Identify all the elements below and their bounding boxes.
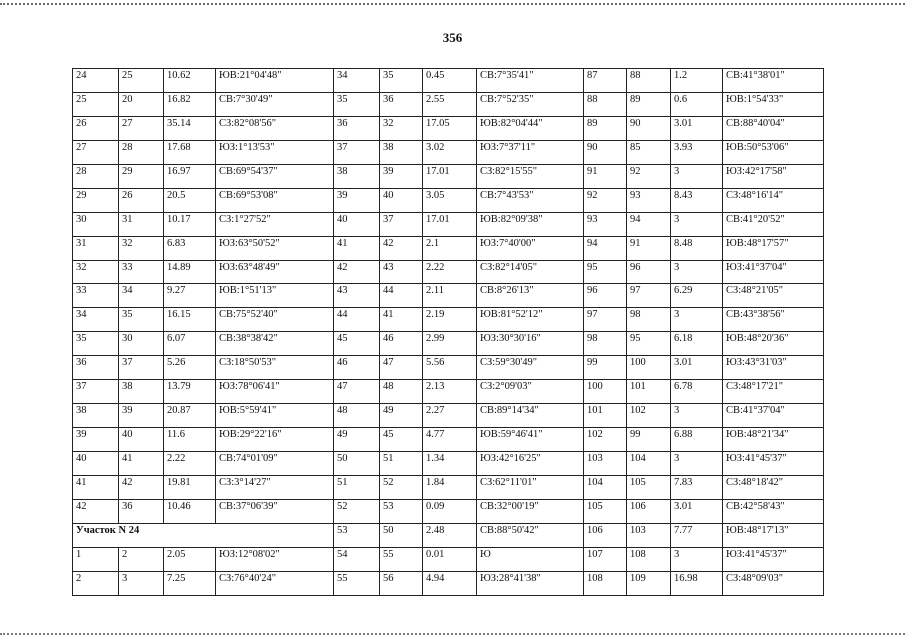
- table-cell: СВ:37°06'39": [216, 499, 334, 523]
- table-cell: 35: [334, 92, 380, 116]
- table-cell: 88: [627, 69, 671, 93]
- table-cell: 16.15: [164, 308, 216, 332]
- table-cell: ЮВ:21°04'48": [216, 69, 334, 93]
- table-cell: 6.78: [671, 380, 723, 404]
- table-cell: 56: [380, 571, 423, 595]
- table-cell: 39: [334, 188, 380, 212]
- table-cell: СЗ:1°27'52": [216, 212, 334, 236]
- table-cell: ЮЗ:30°30'16": [477, 332, 584, 356]
- table-cell: ЮЗ:63°48'49": [216, 260, 334, 284]
- table-cell: СЗ:48°16'14": [723, 188, 824, 212]
- table-cell: 30: [73, 212, 119, 236]
- table-cell: ЮЗ:42°16'25": [477, 452, 584, 476]
- table-cell: 108: [627, 547, 671, 571]
- table-row: [73, 308, 824, 332]
- table-cell: СВ:43°38'56": [723, 308, 824, 332]
- table-cell: 8.43: [671, 188, 723, 212]
- table-cell: 9.27: [164, 284, 216, 308]
- table-cell: 42: [73, 499, 119, 523]
- table-cell: 35: [73, 332, 119, 356]
- table-cell: 51: [380, 452, 423, 476]
- table-cell: 98: [627, 308, 671, 332]
- table-cell: 30: [119, 332, 164, 356]
- table-cell: 49: [380, 404, 423, 428]
- table-cell: 2.55: [423, 92, 477, 116]
- table-cell: 3.02: [423, 140, 477, 164]
- table-cell: 53: [380, 499, 423, 523]
- table-cell: 6.29: [671, 284, 723, 308]
- table-cell: 106: [627, 499, 671, 523]
- table-cell: 45: [334, 332, 380, 356]
- table-row: [73, 69, 824, 93]
- table-cell: 38: [119, 380, 164, 404]
- table-cell: 40: [380, 188, 423, 212]
- table-cell: 7.25: [164, 571, 216, 595]
- table-cell: 100: [584, 380, 627, 404]
- table-cell: 2.48: [423, 523, 477, 547]
- table-cell: 97: [627, 284, 671, 308]
- table-cell: 90: [584, 140, 627, 164]
- table-cell: 28: [73, 164, 119, 188]
- table-cell: 51: [334, 475, 380, 499]
- table-cell: 16.97: [164, 164, 216, 188]
- table-cell: 32: [119, 236, 164, 260]
- table-cell: 37: [119, 356, 164, 380]
- table-cell: 27: [73, 140, 119, 164]
- table-cell: ЮВ:48°17'57": [723, 236, 824, 260]
- table-cell: 1.34: [423, 452, 477, 476]
- table-cell: СЗ:62°11'01": [477, 475, 584, 499]
- table-cell: 29: [119, 164, 164, 188]
- table-cell: 34: [334, 69, 380, 93]
- table-cell: 2.22: [423, 260, 477, 284]
- table-cell: ЮВ:48°21'34": [723, 428, 824, 452]
- page-top-border: [0, 3, 905, 5]
- table-cell: 50: [334, 452, 380, 476]
- table-cell: 6.18: [671, 332, 723, 356]
- table-cell: 54: [334, 547, 380, 571]
- table-cell: 44: [380, 284, 423, 308]
- table-cell: ЮЗ:7°40'00": [477, 236, 584, 260]
- table-cell: 91: [584, 164, 627, 188]
- table-row: [73, 212, 824, 236]
- table-cell: 2.19: [423, 308, 477, 332]
- table-cell: СВ:32°00'19": [477, 499, 584, 523]
- table-cell: 3: [671, 452, 723, 476]
- table-row: [73, 571, 824, 595]
- table-cell: СВ:7°52'35": [477, 92, 584, 116]
- table-cell: 46: [380, 332, 423, 356]
- table-cell: 2.27: [423, 404, 477, 428]
- table-row: [73, 428, 824, 452]
- table-cell: 3: [671, 404, 723, 428]
- table-cell: ЮВ:29°22'16": [216, 428, 334, 452]
- table-row: [73, 236, 824, 260]
- table-cell: 6.88: [671, 428, 723, 452]
- table-cell: 104: [627, 452, 671, 476]
- table-cell: СЗ:82°14'05": [477, 260, 584, 284]
- table-cell: 36: [334, 116, 380, 140]
- table-cell: 46: [334, 356, 380, 380]
- table-row: [73, 284, 824, 308]
- table-cell: 47: [380, 356, 423, 380]
- table-cell: 106: [584, 523, 627, 547]
- table-row: [73, 260, 824, 284]
- table-cell: 32: [73, 260, 119, 284]
- table-cell: СВ:41°37'04": [723, 404, 824, 428]
- table-cell: 55: [380, 547, 423, 571]
- table-cell: 28: [119, 140, 164, 164]
- table-cell: 43: [334, 284, 380, 308]
- table-cell: СЗ:76°40'24": [216, 571, 334, 595]
- table-cell: 25: [73, 92, 119, 116]
- table-cell: СВ:41°38'01": [723, 69, 824, 93]
- table-cell: 88: [584, 92, 627, 116]
- table-cell: 48: [380, 380, 423, 404]
- table-cell: 90: [627, 116, 671, 140]
- table-cell: 41: [73, 475, 119, 499]
- table-cell: СВ:88°40'04": [723, 116, 824, 140]
- table-cell: 0.45: [423, 69, 477, 93]
- table-cell: 104: [584, 475, 627, 499]
- table-cell: СВ:69°54'37": [216, 164, 334, 188]
- table-cell: ЮВ:81°52'12": [477, 308, 584, 332]
- table-cell: 53: [334, 523, 380, 547]
- table-cell: 41: [380, 308, 423, 332]
- table-cell: ЮВ:82°04'44": [477, 116, 584, 140]
- table-row: [73, 140, 824, 164]
- table-cell: 34: [73, 308, 119, 332]
- table-cell: 3: [671, 212, 723, 236]
- table-cell: 94: [627, 212, 671, 236]
- table-cell: 1.2: [671, 69, 723, 93]
- table-cell: СЗ:48°09'03": [723, 571, 824, 595]
- table-cell: 55: [334, 571, 380, 595]
- table-row: [73, 380, 824, 404]
- table-cell: 2.99: [423, 332, 477, 356]
- table-cell: СВ:41°20'52": [723, 212, 824, 236]
- table-cell: 105: [627, 475, 671, 499]
- table-cell: 7.83: [671, 475, 723, 499]
- table-cell: 0.09: [423, 499, 477, 523]
- table-cell: 1: [73, 547, 119, 571]
- table-cell: 102: [584, 428, 627, 452]
- table-cell: 96: [584, 284, 627, 308]
- table-cell: СВ:7°30'49": [216, 92, 334, 116]
- table-cell: 10.62: [164, 69, 216, 93]
- table-cell: ЮЗ:12°08'02": [216, 547, 334, 571]
- table-cell: 42: [334, 260, 380, 284]
- table-cell: 5.56: [423, 356, 477, 380]
- table-cell: 8.48: [671, 236, 723, 260]
- table-cell: СЗ:82°08'56": [216, 116, 334, 140]
- table-cell: 3: [671, 308, 723, 332]
- table-cell: 39: [73, 428, 119, 452]
- table-cell: 0.6: [671, 92, 723, 116]
- table-cell: 50: [380, 523, 423, 547]
- table-cell: Ю: [477, 547, 584, 571]
- table-cell: 94: [584, 236, 627, 260]
- table-cell: 39: [380, 164, 423, 188]
- table-cell: ЮВ:48°20'36": [723, 332, 824, 356]
- table-cell: 6.07: [164, 332, 216, 356]
- table-row: [73, 523, 824, 547]
- table-cell: 24: [73, 69, 119, 93]
- table-cell: 36: [119, 499, 164, 523]
- table-cell: 35: [380, 69, 423, 93]
- table-row: [73, 92, 824, 116]
- table-cell: 38: [334, 164, 380, 188]
- table-cell: 1.84: [423, 475, 477, 499]
- table-cell: СЗ:18°50'53": [216, 356, 334, 380]
- table-row: [73, 452, 824, 476]
- table-row: [73, 475, 824, 499]
- table-cell: 35: [119, 308, 164, 332]
- table-cell: 13.79: [164, 380, 216, 404]
- table-cell: 20: [119, 92, 164, 116]
- table-cell: 42: [119, 475, 164, 499]
- table-cell: ЮЗ:28°41'38": [477, 571, 584, 595]
- table-cell: 89: [627, 92, 671, 116]
- table-cell: 100: [627, 356, 671, 380]
- table-cell: 3.01: [671, 356, 723, 380]
- table-cell: 2.1: [423, 236, 477, 260]
- table-cell: СВ:88°50'42": [477, 523, 584, 547]
- table-cell: ЮЗ:41°37'04": [723, 260, 824, 284]
- table-cell: 33: [119, 260, 164, 284]
- table-cell: 2.11: [423, 284, 477, 308]
- table-cell: СЗ:82°15'55": [477, 164, 584, 188]
- table-cell: 0.01: [423, 547, 477, 571]
- table-cell: 39: [119, 404, 164, 428]
- table-cell: 2.22: [164, 452, 216, 476]
- table-cell: 87: [584, 69, 627, 93]
- table-cell: 32: [380, 116, 423, 140]
- table-cell: СЗ:48°18'42": [723, 475, 824, 499]
- table-cell: СЗ:3°14'27": [216, 475, 334, 499]
- table-cell: 40: [119, 428, 164, 452]
- table-cell: СЗ:2°09'03": [477, 380, 584, 404]
- table-cell: 99: [627, 428, 671, 452]
- table-cell: 36: [73, 356, 119, 380]
- table-cell: 10.46: [164, 499, 216, 523]
- table-cell: 20.5: [164, 188, 216, 212]
- table-cell: 92: [584, 188, 627, 212]
- table-cell: 3: [671, 164, 723, 188]
- table-cell: 43: [380, 260, 423, 284]
- page-bottom-border: [0, 633, 905, 635]
- table-cell: 95: [627, 332, 671, 356]
- table-cell: 17.01: [423, 164, 477, 188]
- table-cell: 3: [119, 571, 164, 595]
- table-cell: 103: [584, 452, 627, 476]
- table-row: [73, 164, 824, 188]
- table-cell: 108: [584, 571, 627, 595]
- table-cell: СВ:7°43'53": [477, 188, 584, 212]
- table-cell: 7.77: [671, 523, 723, 547]
- table-cell: СВ:74°01'09": [216, 452, 334, 476]
- table-cell: 95: [584, 260, 627, 284]
- table-cell: 93: [584, 212, 627, 236]
- table-cell: ЮЗ:41°45'37": [723, 547, 824, 571]
- table-row: [73, 356, 824, 380]
- table-cell: 3.93: [671, 140, 723, 164]
- table-cell: 97: [584, 308, 627, 332]
- table-row: [73, 547, 824, 571]
- table-cell: 102: [627, 404, 671, 428]
- table-cell: 44: [334, 308, 380, 332]
- table-row: [73, 404, 824, 428]
- table-cell: 3: [671, 260, 723, 284]
- table-cell: 16.98: [671, 571, 723, 595]
- table-cell: 16.82: [164, 92, 216, 116]
- table-row: [73, 188, 824, 212]
- table-cell: 47: [334, 380, 380, 404]
- table-cell: 93: [627, 188, 671, 212]
- table-cell: 3.05: [423, 188, 477, 212]
- table-cell: ЮЗ:1°13'53": [216, 140, 334, 164]
- table-cell: 37: [334, 140, 380, 164]
- table-cell: 101: [627, 380, 671, 404]
- table-cell: 26: [119, 188, 164, 212]
- table-row: [73, 499, 824, 523]
- table-cell: 40: [73, 452, 119, 476]
- table-cell: 5.26: [164, 356, 216, 380]
- table-cell: 52: [380, 475, 423, 499]
- table-row: [73, 332, 824, 356]
- table-cell: 14.89: [164, 260, 216, 284]
- table-cell: ЮЗ:7°37'11": [477, 140, 584, 164]
- table-cell: 31: [119, 212, 164, 236]
- table-cell: СЗ:48°17'21": [723, 380, 824, 404]
- table-cell: 91: [627, 236, 671, 260]
- table-cell: ЮЗ:41°45'37": [723, 452, 824, 476]
- table-cell: 2: [73, 571, 119, 595]
- table-cell: 109: [627, 571, 671, 595]
- table-cell: 3.01: [671, 499, 723, 523]
- table-cell: 98: [584, 332, 627, 356]
- table-cell: 35.14: [164, 116, 216, 140]
- table-cell: 4.77: [423, 428, 477, 452]
- table-cell: ЮВ:48°17'13": [723, 523, 824, 547]
- table-cell: 17.01: [423, 212, 477, 236]
- table-cell: 37: [73, 380, 119, 404]
- table-cell: 3: [671, 547, 723, 571]
- table-cell: 6.83: [164, 236, 216, 260]
- table-cell: ЮЗ:78°06'41": [216, 380, 334, 404]
- table-cell: 101: [584, 404, 627, 428]
- table-cell: 11.6: [164, 428, 216, 452]
- table-cell: СВ:8°26'13": [477, 284, 584, 308]
- page-number: 356: [442, 30, 463, 45]
- table-cell: 2.05: [164, 547, 216, 571]
- table-cell: 45: [380, 428, 423, 452]
- table-cell: 19.81: [164, 475, 216, 499]
- table-cell: СВ:38°38'42": [216, 332, 334, 356]
- table-cell: СВ:42°58'43": [723, 499, 824, 523]
- table-cell: 10.17: [164, 212, 216, 236]
- table-cell: ЮВ:59°46'41": [477, 428, 584, 452]
- table-cell: 29: [73, 188, 119, 212]
- table-cell: 49: [334, 428, 380, 452]
- table-cell: ЮВ:5°59'41": [216, 404, 334, 428]
- table-cell: 85: [627, 140, 671, 164]
- table-cell: СВ:69°53'08": [216, 188, 334, 212]
- survey-table: [72, 68, 824, 596]
- table-cell: 105: [584, 499, 627, 523]
- table-cell: 52: [334, 499, 380, 523]
- table-cell: ЮЗ:42°17'58": [723, 164, 824, 188]
- table-cell: 3.01: [671, 116, 723, 140]
- table-cell: ЮВ:50°53'06": [723, 140, 824, 164]
- table-cell: 107: [584, 547, 627, 571]
- table-cell: СВ:7°35'41": [477, 69, 584, 93]
- table-cell: 2.13: [423, 380, 477, 404]
- table-cell: 40: [334, 212, 380, 236]
- table-cell: 92: [627, 164, 671, 188]
- table-cell: СЗ:59°30'49": [477, 356, 584, 380]
- table-row: [73, 116, 824, 140]
- table-cell: ЮЗ:63°50'52": [216, 236, 334, 260]
- table-cell: СВ:75°52'40": [216, 308, 334, 332]
- table-cell: 37: [380, 212, 423, 236]
- table-cell: ЮЗ:43°31'03": [723, 356, 824, 380]
- table-cell: ЮВ:82°09'38": [477, 212, 584, 236]
- table-cell: 31: [73, 236, 119, 260]
- table-cell: 26: [73, 116, 119, 140]
- table-cell: 33: [73, 284, 119, 308]
- table-cell: 38: [380, 140, 423, 164]
- table-cell: 38: [73, 404, 119, 428]
- table-cell: 2: [119, 547, 164, 571]
- table-cell: СВ:89°14'34": [477, 404, 584, 428]
- table-cell: 25: [119, 69, 164, 93]
- table-cell: СЗ:48°21'05": [723, 284, 824, 308]
- table-cell: 41: [119, 452, 164, 476]
- table-cell: 17.68: [164, 140, 216, 164]
- table-cell: 36: [380, 92, 423, 116]
- table-cell: 41: [334, 236, 380, 260]
- table-cell: 99: [584, 356, 627, 380]
- table-cell: 89: [584, 116, 627, 140]
- section-label: Участок N 24: [73, 523, 334, 547]
- table-cell: 42: [380, 236, 423, 260]
- table-cell: 96: [627, 260, 671, 284]
- table-cell: 4.94: [423, 571, 477, 595]
- table-cell: 27: [119, 116, 164, 140]
- table-cell: ЮВ:1°51'13": [216, 284, 334, 308]
- table-cell: ЮВ:1°54'33": [723, 92, 824, 116]
- table-cell: 103: [627, 523, 671, 547]
- table-cell: 48: [334, 404, 380, 428]
- table-cell: 17.05: [423, 116, 477, 140]
- table-cell: 20.87: [164, 404, 216, 428]
- table-cell: 34: [119, 284, 164, 308]
